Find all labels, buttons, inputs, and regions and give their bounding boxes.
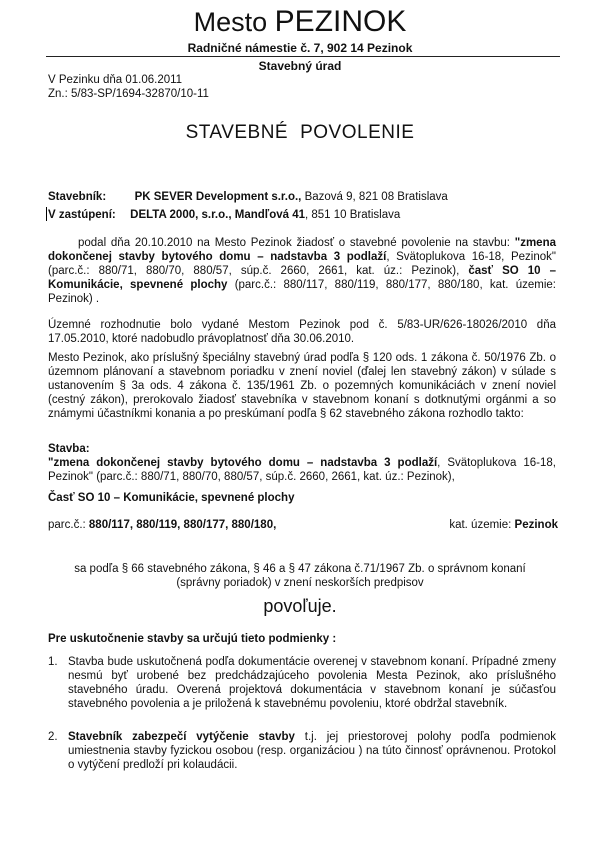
legal-basis-line1: sa podľa § 66 stavebného zákona, § 46 a § 47 zákona č.71/1967 Zb. o správnom konaní (74, 563, 526, 575)
condition-1-number: 1. (48, 656, 58, 668)
application-paragraph (48, 236, 556, 306)
builder-label: Stavebník: (48, 191, 107, 203)
conditions-heading (48, 632, 558, 646)
authority-paragraph: Mesto Pezinok, ako príslušný špeciálny stavebný úrad podľa § 120 ods. 1 zákona č. 50/1976 Zb. o územnom plánovaní a stavebnom poriadku v znení noviel (ďalej len stavebný zákon) v súlade s ustanovením § 3a ods. 4 zákona č. 135/1961 Zb. o pozemných komunikáciách v znení noviel (cestný zákon), prerokovalo žiadosť stavebníka v stavebnom konaní s dotknutými orgánmi a so známymi účastníkmi konania a po preskúmaní podľa § 62 stavebného zákona rozhodlo takto: (48, 352, 556, 420)
reference-number: Zn.: 5/83-SP/1694-32870/10-11 (48, 88, 209, 100)
zoning-decision-paragraph: Územné rozhodnutie bolo vydané Mestom Pezinok pod č. 5/83-UR/626-18026/2010 dňa 17.05.2010, ktoré nadobudlo právoplatnosť dňa 30.06.2010. (48, 319, 556, 345)
header-title (0, 6, 600, 38)
conditions-heading-text: Pre uskutočnenie stavby sa určujú tieto podmienky : (48, 633, 337, 645)
builder-name: PK SEVER Development s.r.o., (134, 191, 302, 203)
condition-2-rest: t.j. jej priestorovej polohy podľa podmienok umiestnenia stavby fyzickou osobou (resp. organizáciou ) na túto činnosť oprávnenou. Protokol o vytýčení predloží pri kolaudácii. (68, 731, 556, 771)
building-part-text: Časť SO 10 – Komunikácie, spevnené plochy (48, 492, 295, 504)
representative-line (48, 208, 558, 222)
header-address: Radničné námestie č. 7, 902 14 Pezinok (187, 41, 413, 55)
legal-basis-line2: (správny poriadok) v znení neskorších predpisov (176, 577, 424, 589)
application-part: časť SO 10 – Komunikácie, spevnené plochy (48, 265, 556, 291)
header-mesto: Mesto (193, 7, 268, 37)
representative-label: V zastúpení: (48, 209, 116, 221)
condition-2-text (68, 730, 556, 772)
document-title (0, 122, 600, 144)
parcels-line (48, 518, 558, 532)
building-details: , Svätoplukova 16-18, Pezinok" (parc.č.: 880/71, 880/70, 880/57, súp.č. 2660, 2661, kat. úz.: Pezinok), (48, 457, 556, 483)
application-building-details: , Svätoplukova 16-18, Pezinok" (parc.č.: 880/71, 880/70, 880/57, súp.č. 2660, 2661, kat. úz.: Pezinok), (48, 251, 556, 277)
text-cursor (46, 207, 47, 221)
application-parcels: (parc.č.: 880/117, 880/119, 880/177, 880/180, kat. územie: Pezinok) . (48, 279, 556, 305)
representative-name: DELTA 2000, s.r.o., Mandľová 41 (130, 209, 305, 221)
representative-address: , 851 10 Bratislava (305, 209, 401, 221)
building-part (48, 491, 556, 505)
date-line: V Pezinku dňa 01.06.2011 (48, 74, 183, 86)
header-divider (46, 56, 560, 57)
cadastral-value: Pezinok (514, 519, 558, 531)
condition-1-text: Stavba bude uskutočnená podľa dokumentácie overenej v stavebnom konaní. Prípadné zmeny nesmú byť urobené bez predchádzajúceho povolenia Mesta Pezinok, ako príslušného stavebného úradu. Overená projektová dokumentácia v stavebnom konaní je súčasťou stavebného povolenia a je priložená k stavebnému povoleniu, ktoré obdržal stavebník. (68, 656, 556, 710)
document-title-word1: STAVEBNÉ (185, 122, 289, 143)
cadastral-area (449, 518, 558, 532)
document-title-word2: POVOLENIE (300, 122, 415, 143)
header-pezinok: PEZINOK (274, 5, 407, 38)
builder-address: Bazová 9, 821 08 Bratislava (301, 191, 448, 203)
application-text: podal dňa 20.10.2010 na Mesto Pezinok žiadosť o stavebné povolenie na stavbu: (78, 237, 510, 249)
header-office: Stavebný úrad (258, 59, 342, 73)
application-building-name: "zmena dokončenej stavby bytového domu – nadstavba 3 podlaží (48, 237, 556, 263)
building-section (48, 442, 556, 484)
condition-2-number: 2. (48, 731, 58, 743)
building-label: Stavba: (48, 443, 90, 455)
parcels-prefix: parc.č.: (48, 519, 89, 531)
parcels-numbers: 880/117, 880/119, 880/177, 880/180, (88, 519, 277, 531)
condition-2-bold: Stavebník zabezpečí vytýčenie stavby (68, 731, 295, 743)
building-name: "zmena dokončenej stavby bytového domu – nadstavba 3 podlaží (48, 457, 438, 469)
cadastral-label: kat. územie: (449, 519, 515, 531)
decision-verb: povoľuje. (263, 596, 337, 616)
builder-line (48, 190, 558, 204)
